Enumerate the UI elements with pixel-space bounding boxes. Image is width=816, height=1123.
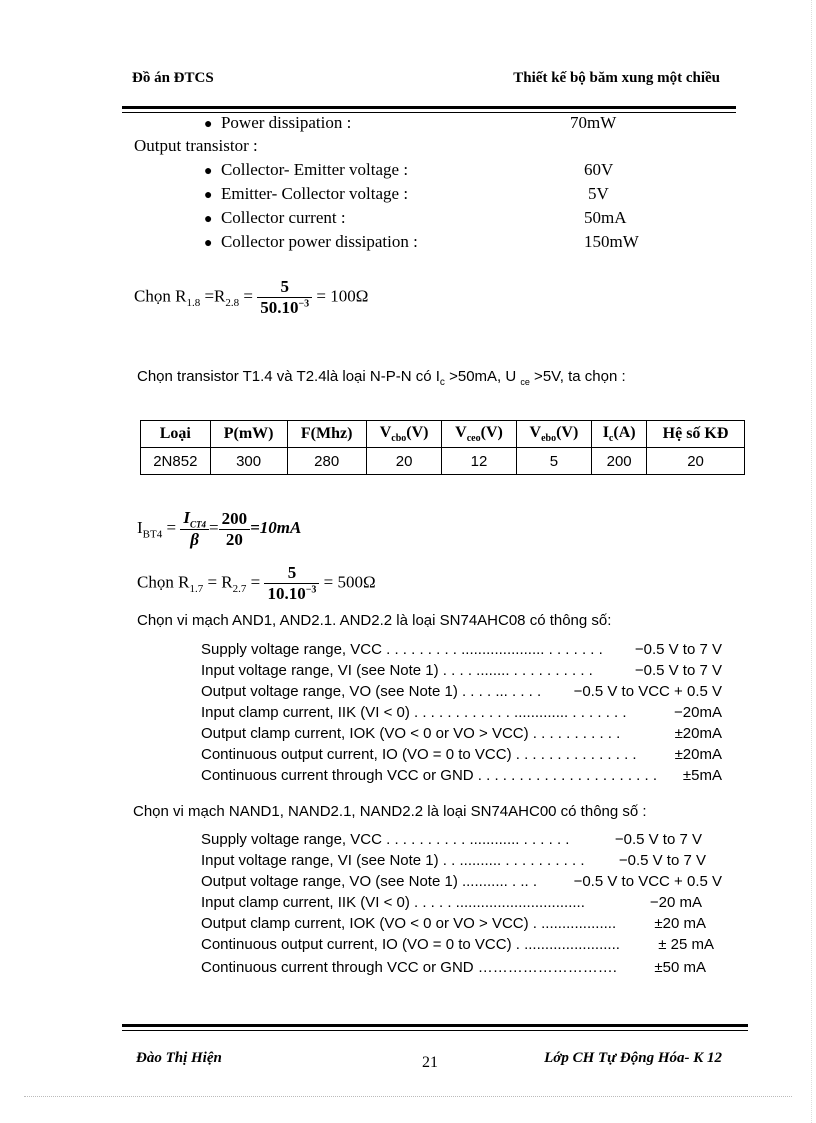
- fraction-numerator: $I_{CT4}$: [180, 508, 209, 530]
- list-item-label: Power dissipation :: [220, 113, 352, 132]
- sentence-sub: c: [439, 377, 445, 388]
- fraction-numerator: 200: [219, 509, 251, 530]
- header-right: Thiết kế bộ băm xung một chiều: [513, 70, 720, 86]
- list-item: [204, 184, 408, 204]
- nand-section-intro: Chọn vi mạch NAND1, NAND2.1, NAND2.2 là loại SN74AHC00 có thông số :: [133, 803, 647, 820]
- sentence-text: Chọn transistor T1.4 và T2.4là loại N-P-N có I: [137, 368, 440, 385]
- formula-text: =R: [200, 286, 226, 306]
- formula-sub: 2.7: [232, 582, 247, 595]
- header-left: Đồ án ĐTCS: [132, 70, 214, 86]
- table-cell: 300: [210, 448, 287, 475]
- spec-line: Input clamp current, IIK (VI < 0) . . . . . . . . . . . . ............. . . . . . . . −20mA: [201, 704, 722, 721]
- formula-text: Chọn R: [137, 572, 190, 592]
- fraction: [257, 277, 312, 318]
- spec-line: Continuous current through VCC or GND . . . . . . . . . . . . . . . . . . . . . . ±5mA: [201, 767, 722, 784]
- fraction-denominator-base: 50.10: [260, 298, 299, 317]
- sentence-text: >5V, ta chọn :: [529, 368, 626, 385]
- formula-sub: 1.7: [189, 582, 204, 595]
- list-item-value: 70mW: [570, 113, 617, 132]
- list-item-value: 150mW: [584, 232, 639, 251]
- fraction-exponent: −3: [298, 298, 310, 310]
- page-edge-divider: [811, 0, 812, 1123]
- table-cell: 20: [647, 448, 745, 475]
- spec-line: Supply voltage range, VCC . . . . . . . . . .................... . . . . . . . −0.5 V to 7 V: [201, 641, 722, 658]
- table-cell: 200: [592, 448, 647, 475]
- formula-text: Chọn R: [134, 286, 187, 306]
- formula-result: = 100Ω: [316, 286, 369, 306]
- spec-line: Input voltage range, VI (see Note 1) . . . . ........ . . . . . . . . . . −0.5 V to 7 V: [201, 662, 722, 679]
- spec-line: Output clamp current, IOK (VO < 0 or VO > VCC) . . . . . . . . . . . ±20mA: [201, 725, 722, 742]
- spec-line: Input voltage range, VI (see Note 1) . . .......... . . . . . . . . . . −0.5 V to 7 V: [201, 852, 706, 869]
- spec-line: Continuous current through VCC or GND ………………………. ±50 mA: [201, 959, 706, 976]
- formula-text: =: [162, 518, 177, 538]
- footer-author: Đào Thị Hiện: [136, 1050, 222, 1066]
- formula-sub: 1.8: [186, 296, 201, 309]
- list-item-value: 50mA: [584, 208, 627, 227]
- bullet-icon: ●: [204, 164, 213, 179]
- bullet-icon: ●: [204, 117, 213, 132]
- formula-ibt4: [137, 508, 301, 550]
- spec-line: Output clamp current, IOK (VO < 0 or VO > VCC) . .................. ±20 mA: [201, 915, 706, 932]
- list-item: [204, 160, 408, 180]
- table-header: $I_c(A)$: [592, 421, 647, 448]
- table-header: $V_{ebo}(V)$: [516, 421, 592, 448]
- table-row: [141, 448, 745, 475]
- spec-line: Continuous output current, IO (VO = 0 to VCC) . . . . . . . . . . . . . . . ±20mA: [201, 746, 722, 763]
- list-item-label: Collector current :: [220, 208, 346, 227]
- formula-text: =: [239, 286, 253, 306]
- table-cell: 20: [366, 448, 442, 475]
- fraction-denominator: β: [190, 530, 199, 550]
- table-header-row: [141, 421, 745, 448]
- table-cell: 280: [287, 448, 366, 475]
- table-header: P(mW): [210, 421, 287, 448]
- formula-sub: BT4: [142, 528, 163, 541]
- footer-rule-thin: [122, 1030, 748, 1031]
- formula-result: = 500Ω: [323, 572, 376, 592]
- and-section-intro: Chọn vi mạch AND1, AND2.1. AND2.2 là loại SN74AHC08 có thông số:: [137, 612, 612, 629]
- list-item-value: 60V: [584, 160, 614, 179]
- list-item-label: Collector- Emitter voltage :: [220, 160, 409, 179]
- spec-line: Input clamp current, IIK (VI < 0) . . . . . ............................... −20 mA: [201, 894, 702, 911]
- list-item-label: Collector power dissipation :: [220, 232, 418, 251]
- sentence-text: >50mA, U: [444, 368, 521, 385]
- table-header: $V_{cbo}(V)$: [366, 421, 442, 448]
- page-edge-divider: [24, 1096, 792, 1097]
- transistor-spec-table: [140, 420, 745, 475]
- bullet-icon: ●: [204, 212, 213, 227]
- fraction-numerator: 5: [264, 563, 319, 584]
- header-rule-thick: [122, 106, 736, 109]
- page-number: 21: [422, 1054, 438, 1071]
- fraction: [219, 509, 251, 550]
- fraction-denominator-base: 10.10: [267, 584, 306, 603]
- table-header: F(Mhz): [287, 421, 366, 448]
- fraction-exponent: −3: [305, 584, 317, 596]
- fraction: [264, 563, 319, 604]
- output-transistor-heading: Output transistor :: [134, 136, 258, 155]
- spec-line: Continuous output current, IO (VO = 0 to VCC) . ....................... ± 25 mA: [201, 936, 714, 953]
- bullet-icon: ●: [204, 188, 213, 203]
- table-cell: 5: [516, 448, 592, 475]
- formula-text: =: [246, 572, 261, 592]
- footer-rule-thick: [122, 1024, 748, 1027]
- formula-r18: [134, 277, 368, 318]
- list-item-label: Emitter- Collector voltage :: [220, 184, 409, 203]
- list-item: [204, 113, 351, 133]
- sentence-sub: ce: [520, 377, 530, 387]
- table-header: $V_{ceo}(V)$: [442, 421, 516, 448]
- table-cell: 12: [442, 448, 516, 475]
- fraction: [180, 508, 209, 550]
- formula-r17: [137, 563, 376, 604]
- spec-line: Supply voltage range, VCC . . . . . . . . . . ............ . . . . . . −0.5 V to 7 V: [201, 831, 702, 848]
- fraction-denominator: 20: [225, 529, 243, 549]
- list-item: [204, 232, 418, 252]
- formula-text: I: [137, 518, 143, 538]
- formula-sub: 2.8: [225, 296, 240, 309]
- formula-result: =10mA: [250, 518, 302, 538]
- fraction-numerator: 5: [257, 277, 312, 298]
- transistor-choice: [137, 368, 626, 388]
- formula-text: =: [208, 518, 219, 538]
- bullet-icon: ●: [204, 236, 213, 251]
- formula-text: = R: [203, 572, 233, 592]
- table-header: Loại: [141, 421, 211, 448]
- table-header: Hệ số KĐ: [647, 421, 745, 448]
- list-item-value: 5V: [588, 184, 609, 203]
- fraction-denominator: [257, 298, 312, 318]
- footer-class: Lớp CH Tự Động Hóa- K 12: [544, 1050, 722, 1066]
- spec-line: Output voltage range, VO (see Note 1) ........... . .. . −0.5 V to VCC + 0.5 V: [201, 873, 722, 890]
- spec-line: Output voltage range, VO (see Note 1) . . . . ... . . . . −0.5 V to VCC + 0.5 V: [201, 683, 722, 700]
- fraction-denominator: [264, 584, 319, 604]
- table-cell: 2N852: [141, 448, 211, 475]
- list-item: [204, 208, 346, 228]
